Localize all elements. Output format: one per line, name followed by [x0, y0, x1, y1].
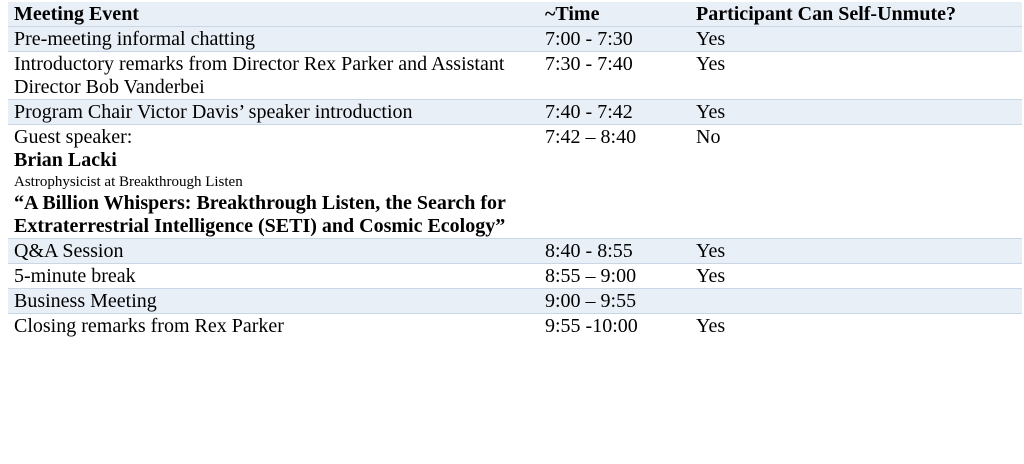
unmute-cell: Yes	[690, 239, 1022, 264]
unmute-cell	[690, 289, 1022, 314]
unmute-cell: Yes	[690, 52, 1022, 100]
table-row	[8, 264, 1022, 289]
table-row	[8, 27, 1022, 52]
event-cell	[8, 125, 539, 239]
time-cell: 9:00 – 9:55	[539, 289, 690, 314]
time-cell: 7:40 - 7:42	[539, 100, 690, 125]
time-cell: 8:40 - 8:55	[539, 239, 690, 264]
table-row	[8, 52, 1022, 100]
time-cell: 9:55 -10:00	[539, 314, 690, 339]
unmute-cell: Yes	[690, 100, 1022, 125]
event-cell: Pre-meeting informal chatting	[8, 27, 539, 52]
event-cell: Q&A Session	[8, 239, 539, 264]
agenda-table	[8, 2, 1022, 338]
header-time: ~Time	[539, 2, 690, 27]
event-cell: 5-minute break	[8, 264, 539, 289]
guest-speaker-name: Brian Lacki	[14, 149, 117, 171]
unmute-cell: Yes	[690, 314, 1022, 339]
table-row	[8, 239, 1022, 264]
time-cell: 7:30 - 7:40	[539, 52, 690, 100]
unmute-cell: Yes	[690, 27, 1022, 52]
header-meeting-event: Meeting Event	[8, 2, 539, 27]
table-row	[8, 314, 1022, 339]
guest-speaker-row	[8, 125, 1022, 239]
unmute-cell: No	[690, 125, 1022, 239]
talk-title: “A Billion Whispers: Breakthrough Listen, the Search for Extraterrestrial Intelligence (SETI) and Cosmic Ecology”	[14, 192, 506, 237]
header-row	[8, 2, 1022, 27]
event-cell: Business Meeting	[8, 289, 539, 314]
guest-speaker-label: Guest speaker:	[14, 126, 133, 148]
table-row	[8, 289, 1022, 314]
table-row	[8, 100, 1022, 125]
unmute-cell: Yes	[690, 264, 1022, 289]
header-self-unmute: Participant Can Self-Unmute?	[690, 2, 1022, 27]
event-cell: Introductory remarks from Director Rex Parker and Assistant Director Bob Vanderbei	[8, 52, 539, 100]
event-cell: Program Chair Victor Davis’ speaker introduction	[8, 100, 539, 125]
event-cell: Closing remarks from Rex Parker	[8, 314, 539, 339]
guest-speaker-affiliation: Astrophysicist at Breakthrough Listen	[14, 174, 243, 190]
time-cell: 7:42 – 8:40	[539, 125, 690, 239]
time-cell: 7:00 - 7:30	[539, 27, 690, 52]
time-cell: 8:55 – 9:00	[539, 264, 690, 289]
